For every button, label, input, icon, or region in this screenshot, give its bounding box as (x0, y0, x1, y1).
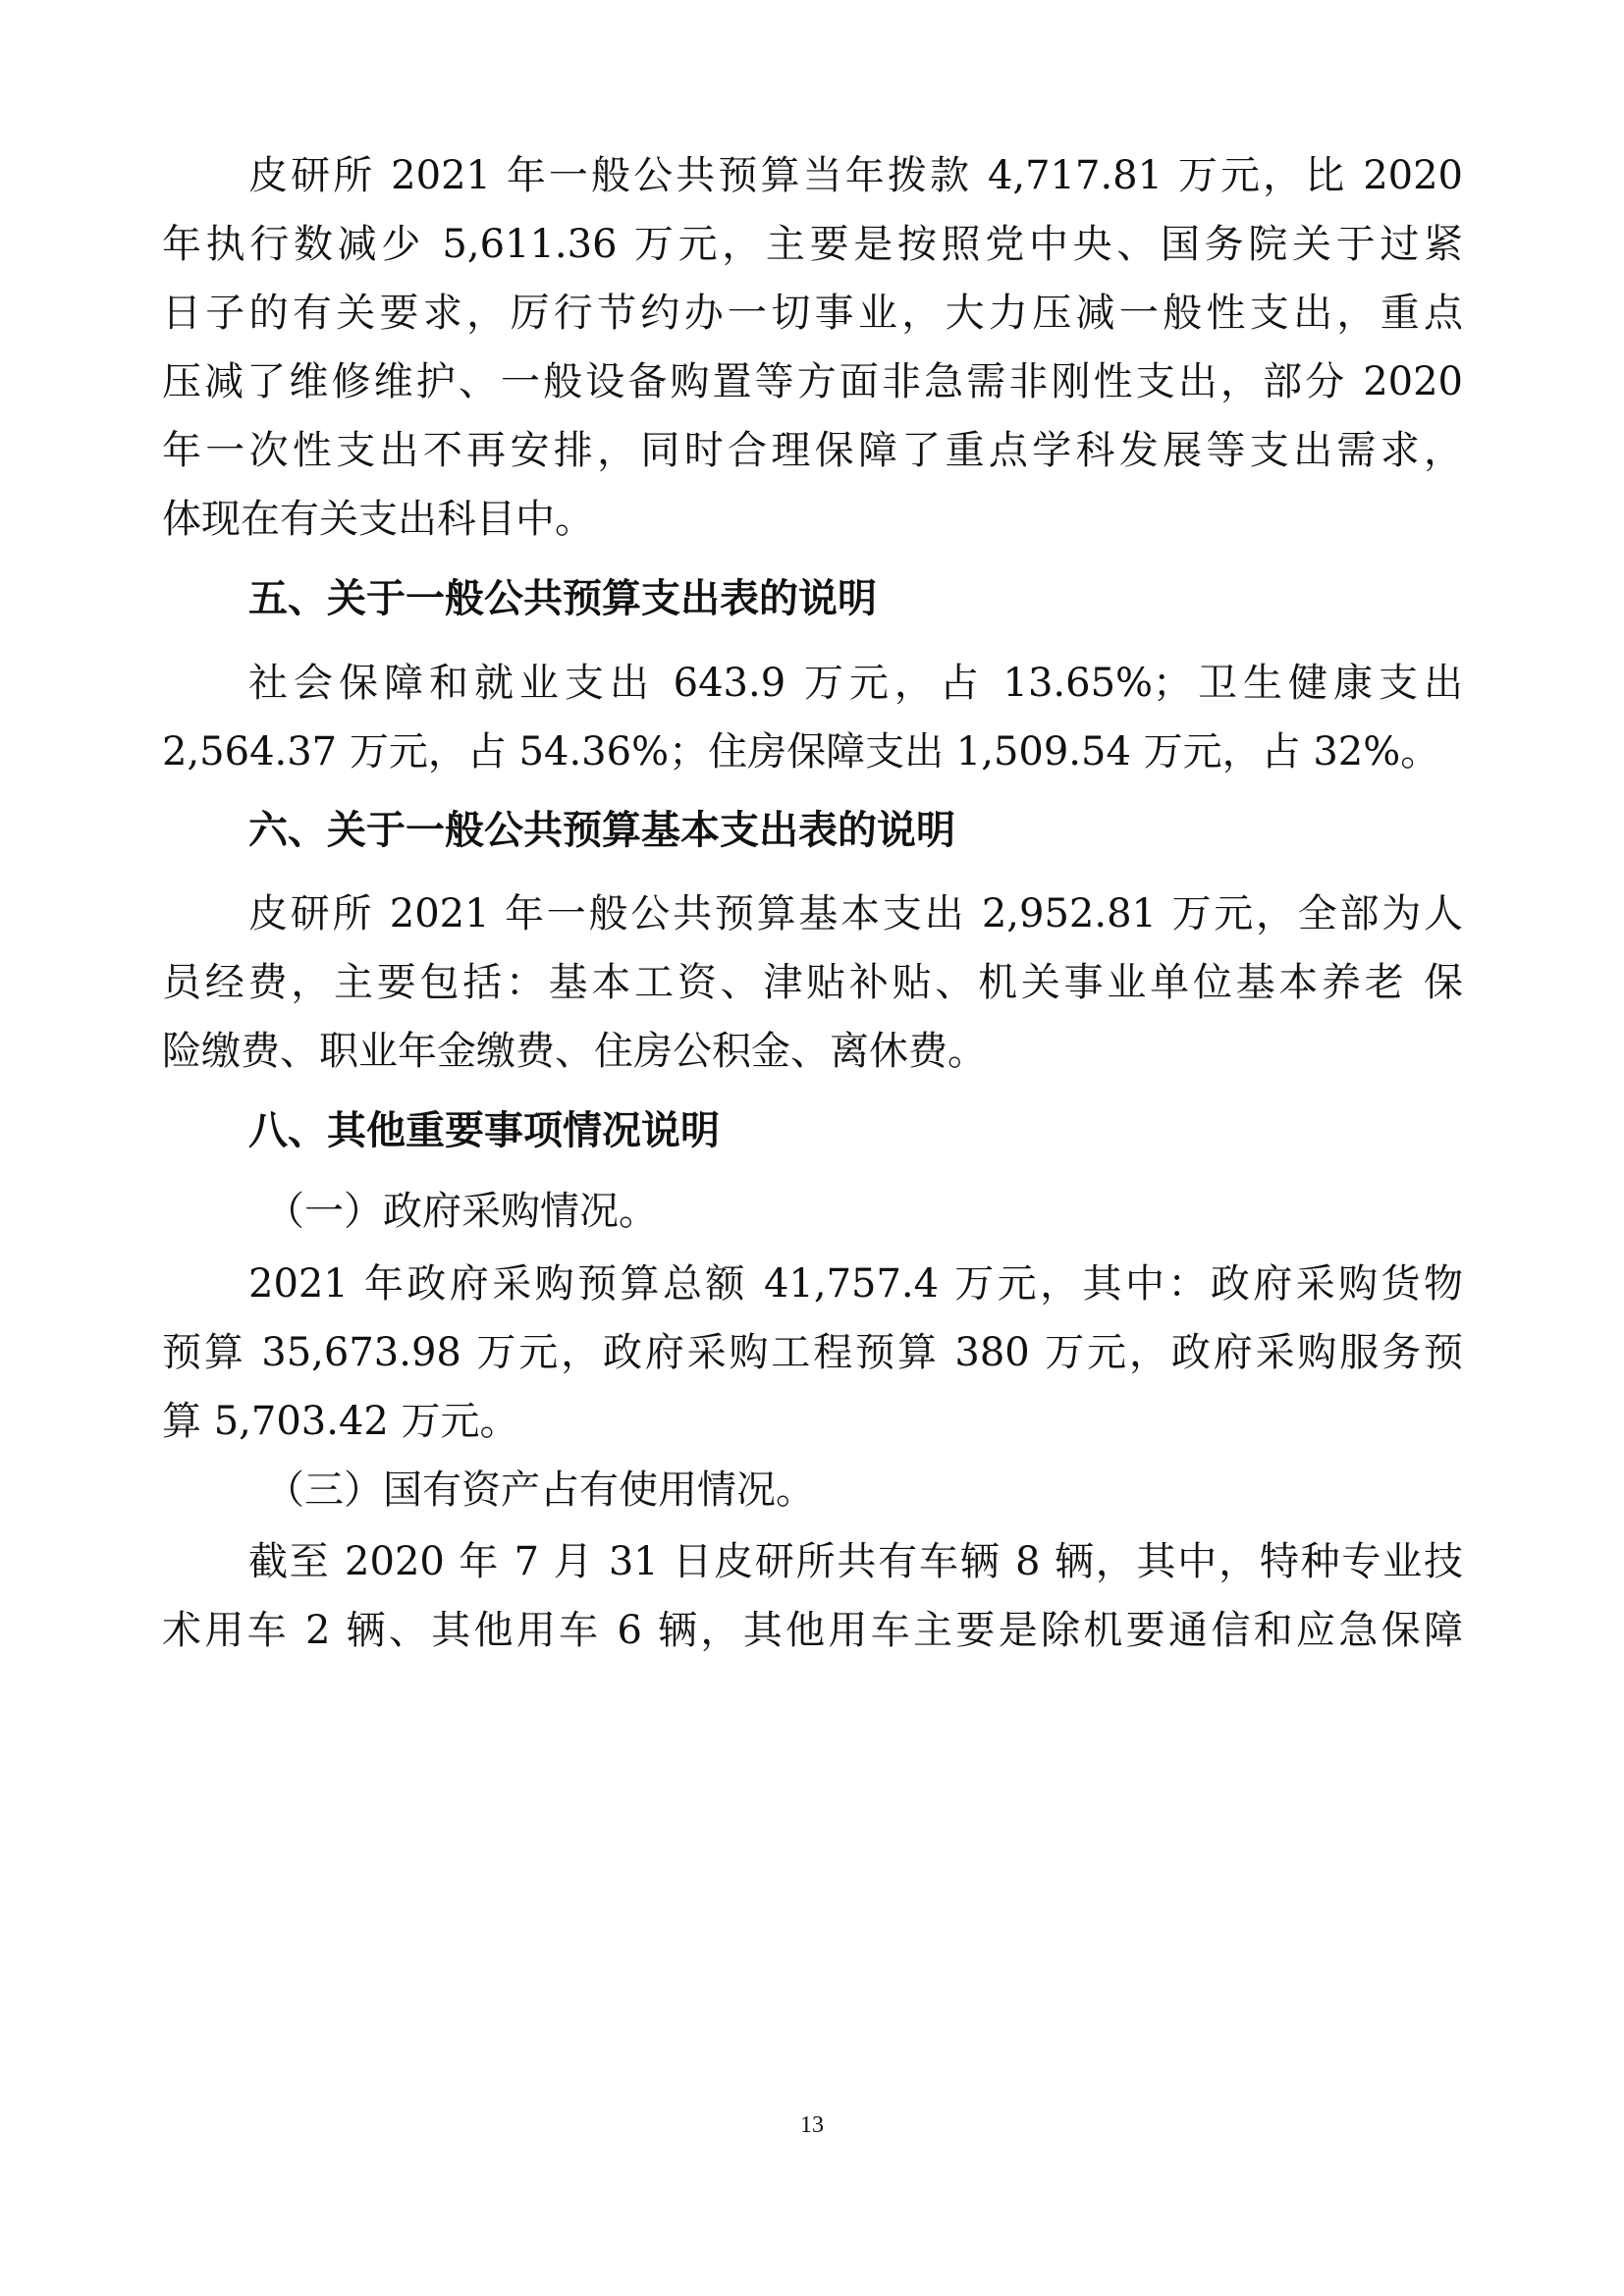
paragraph-line: 体现在有关支出科目中。 (162, 497, 594, 542)
paragraph-line: 日子的有关要求，厉行节约办一切事业，大力压减一般性支出，重点 (162, 291, 1463, 336)
paragraph-line: 皮研所 2021 年一般公共预算当年拨款 4,717.81 万元，比 2020 (248, 153, 1463, 198)
section-heading: 五、关于一般公共预算支出表的说明 (248, 576, 877, 621)
paragraph-line: 2,564.37 万元，占 54.36%；住房保障支出 1,509.54 万元，占 32%。 (162, 729, 1440, 774)
paragraph-line: 险缴费、职业年金缴费、住房公积金、离休费。 (162, 1029, 987, 1074)
paragraph-line: 术用车 2 辆、其他用车 6 辆，其他用车主要是除机要通信和应急保障 (162, 1608, 1463, 1653)
subsection-heading: （三）国有资产占有使用情况。 (265, 1468, 815, 1513)
paragraph-line: 预算 35,673.98 万元，政府采购工程预算 380 万元，政府采购服务预 (162, 1330, 1463, 1375)
paragraph-line: 压减了维修维护、一般设备购置等方面非急需非刚性支出，部分 2020 (162, 359, 1463, 404)
section-heading: 六、关于一般公共预算基本支出表的说明 (248, 808, 955, 853)
paragraph-line: 员经费，主要包括：基本工资、津贴补贴、机关事业单位基本养老 保 (162, 960, 1463, 1005)
paragraph-line: 皮研所 2021 年一般公共预算基本支出 2,952.81 万元，全部为人 (248, 891, 1463, 936)
subsection-heading: （一）政府采购情况。 (265, 1189, 658, 1234)
paragraph-line: 2021 年政府采购预算总额 41,757.4 万元，其中：政府采购货物 (248, 1261, 1463, 1307)
paragraph-line: 年执行数减少 5,611.36 万元，主要是按照党中央、国务院关于过紧 (162, 222, 1463, 267)
page-number: 13 (800, 2112, 824, 2138)
paragraph-line: 算 5,703.42 万元。 (162, 1399, 519, 1444)
paragraph-line: 社会保障和就业支出 643.9 万元，占 13.65%；卫生健康支出 (248, 661, 1463, 706)
paragraph-line: 年一次性支出不再安排，同时合理保障了重点学科发展等支出需求， (162, 428, 1463, 473)
section-heading: 八、其他重要事项情况说明 (248, 1108, 720, 1153)
paragraph-line: 截至 2020 年 7 月 31 日皮研所共有车辆 8 辆，其中，特种专业技 (248, 1539, 1463, 1584)
